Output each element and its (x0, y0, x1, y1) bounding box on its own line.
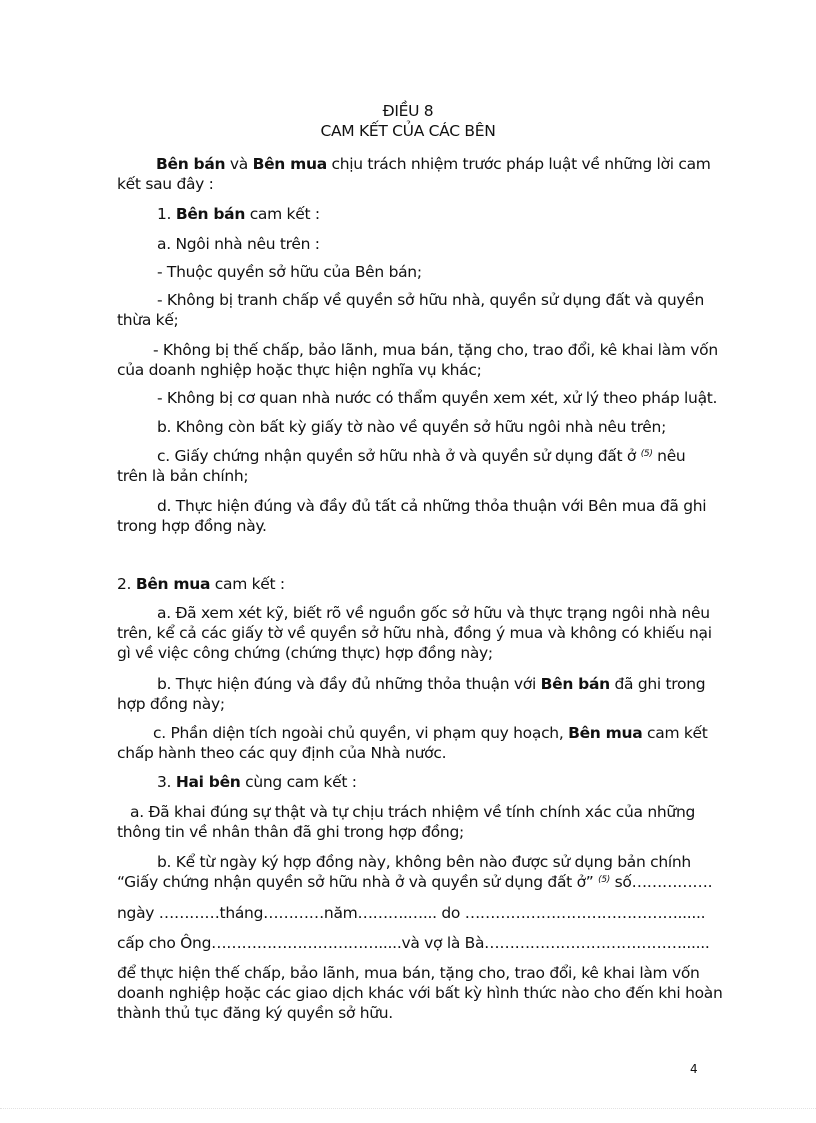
item-3b-line-5: để thực hiện thế chấp, bảo lãnh, mua bán, tặng cho, trao đổi, kê khai làm vốn (117, 964, 700, 982)
section-1-heading: 1. Bên bán cam kết : (157, 205, 320, 223)
item-1b: b. Không còn bất kỳ giấy tờ nào về quyền sở hữu ngôi nhà nêu trên; (157, 418, 666, 436)
footnote-ref: (5) (640, 449, 653, 459)
section-2-heading: 2. Bên mua cam kết : (117, 575, 285, 593)
footnote-ref: (5) (598, 875, 610, 885)
item-3b-date-line: ngày …………tháng…………năm……….…... do ……………………………………...... (117, 904, 706, 922)
item-3b-owner-line: cấp cho Ông…………………………….....và vợ là Bà…………………………………...... (117, 934, 710, 952)
article-number: ĐIỀU 8 (382, 102, 434, 120)
item-2a-line-1: a. Đã xem xét kỹ, biết rõ về nguồn gốc sở hữu và thực trạng ngôi nhà nêu (157, 604, 710, 622)
page-number: 4 (690, 1062, 698, 1076)
item-3b-line-6: doanh nghiệp hoặc các giao dịch khác với bất kỳ hình thức nào cho đến khi hoàn (117, 984, 723, 1002)
item-3b-line-1: b. Kể từ ngày ký hợp đồng này, không bên nào được sử dụng bản chính (157, 853, 691, 871)
item-2c-line-1: c. Phần diện tích ngoài chủ quyền, vi phạm quy hoạch, Bên mua cam kết (153, 724, 708, 742)
item-1a-line-3: - Không bị thế chấp, bảo lãnh, mua bán, tặng cho, trao đổi, kê khai làm vốn (153, 341, 718, 359)
item-1c-line-1: c. Giấy chứng nhận quyền sở hữu nhà ở và quyền sử dụng đất ở $^{(5)}$ nêu (157, 447, 686, 465)
section-3-heading: 3. Hai bên cùng cam kết : (157, 773, 357, 791)
item-2b-line-1: b. Thực hiện đúng và đầy đủ những thỏa thuận với Bên bán đã ghi trong (157, 675, 706, 693)
item-1a-line-2-cont: thừa kế; (117, 311, 179, 329)
intro-line-1: Bên bán và Bên mua chịu trách nhiệm trước pháp luật về những lời cam (156, 155, 711, 173)
item-1a-line-2: - Không bị tranh chấp về quyền sở hữu nhà, quyền sử dụng đất và quyền (157, 291, 705, 309)
item-1d-line-1: d. Thực hiện đúng và đầy đủ tất cả những thỏa thuận với Bên mua đã ghi (157, 497, 707, 515)
page-bottom-rule (0, 1108, 816, 1109)
item-2a-line-3: gì về việc công chứng (chứng thực) hợp đồng này; (117, 644, 493, 662)
item-1d-line-2: trong hợp đồng này. (117, 517, 267, 535)
article-title: CAM KẾT CỦA CÁC BÊN (320, 122, 496, 140)
item-2c-line-2: chấp hành theo các quy định của Nhà nước. (117, 744, 447, 762)
intro-line-2: kết sau đây : (117, 175, 214, 193)
item-3a-line-1: a. Đã khai đúng sự thật và tự chịu trách nhiệm về tính chính xác của những (130, 803, 696, 821)
item-2a-line-2: trên, kể cả các giấy tờ về quyền sở hữu nhà, đồng ý mua và không có khiếu nại (117, 624, 712, 642)
item-1c-line-2: trên là bản chính; (117, 467, 249, 485)
item-3b-line-2: “Giấy chứng nhận quyền sở hữu nhà ở và quyền sử dụng đất ở” $^{(5)}$ số……………. (117, 873, 713, 891)
item-1a-line-4: - Không bị cơ quan nhà nước có thẩm quyền xem xét, xử lý theo pháp luật. (157, 389, 718, 407)
item-1a-title: a. Ngôi nhà nêu trên : (157, 235, 320, 253)
item-1a-line-1: - Thuộc quyền sở hữu của Bên bán; (157, 263, 422, 281)
item-1a-line-3-cont: của doanh nghiệp hoặc thực hiện nghĩa vụ khác; (117, 361, 482, 379)
item-2b-line-2: hợp đồng này; (117, 695, 225, 713)
item-3a-line-2: thông tin về nhân thân đã ghi trong hợp đồng; (117, 823, 464, 841)
item-3b-line-7: thành thủ tục đăng ký quyền sở hữu. (117, 1004, 393, 1022)
